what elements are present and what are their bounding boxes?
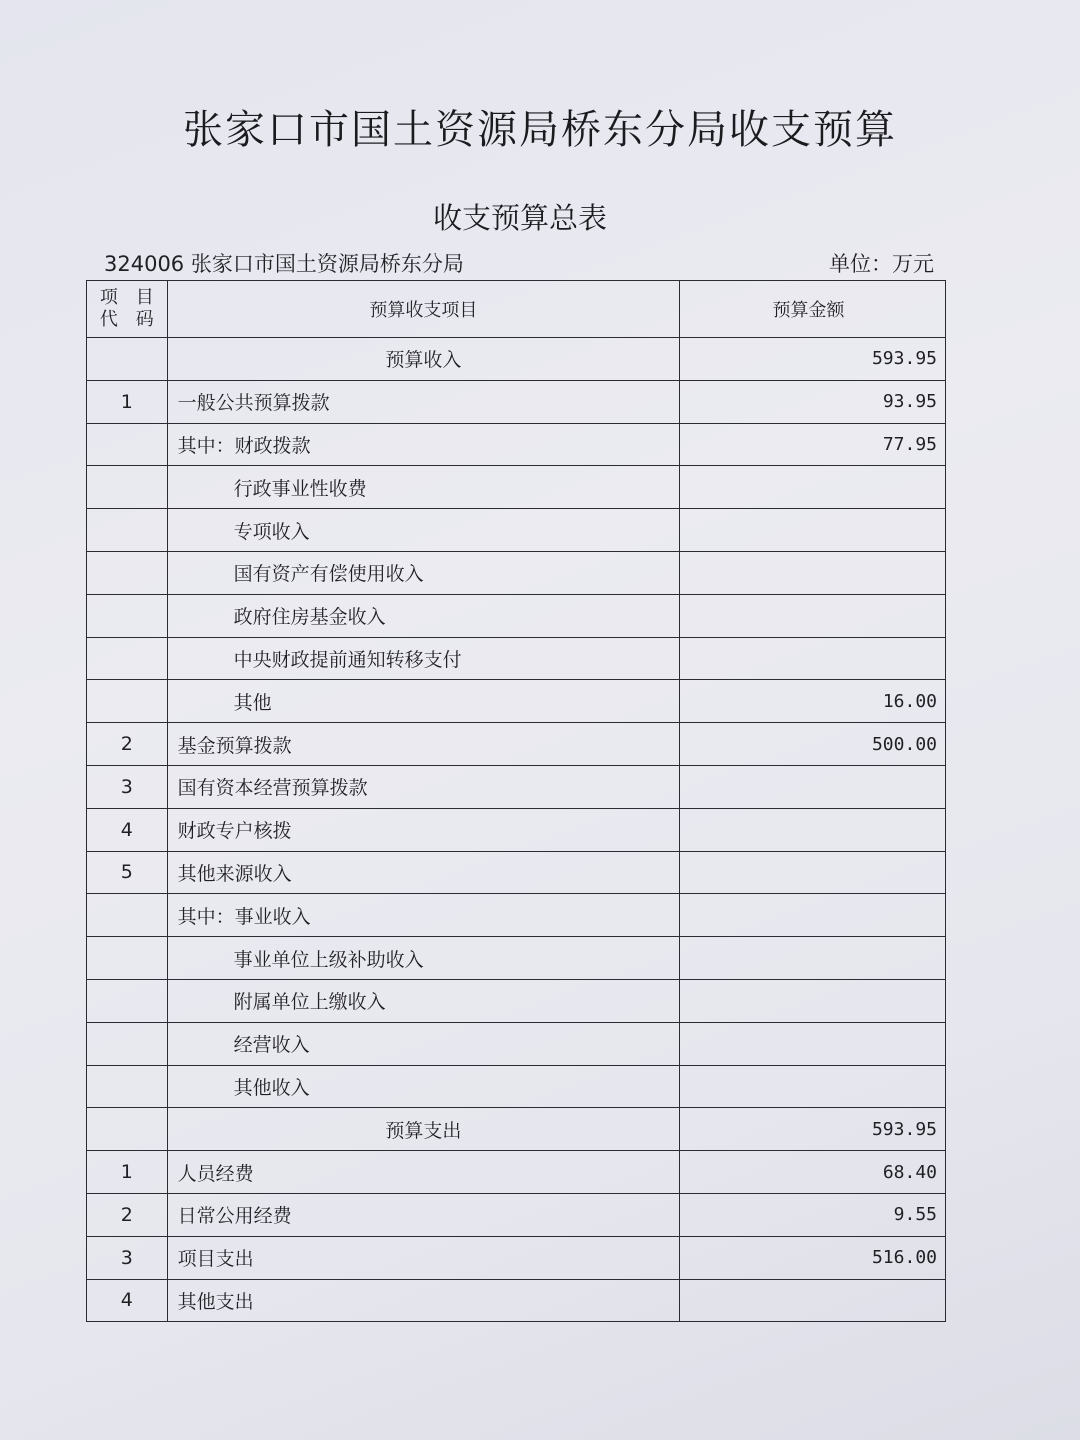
row-code [87, 594, 168, 637]
section-heading: 预算支出 [167, 1108, 679, 1151]
row-code: 4 [87, 1279, 168, 1322]
row-amount [680, 1279, 946, 1322]
table-row [87, 509, 946, 552]
row-code: 5 [87, 851, 168, 894]
row-amount [680, 466, 946, 509]
row-amount [680, 894, 946, 937]
row-code [87, 423, 168, 466]
row-amount: 500.00 [680, 723, 946, 766]
row-code: 3 [87, 1236, 168, 1279]
row-code [87, 551, 168, 594]
organization-line: 324006 张家口市国土资源局桥东分局 [104, 252, 464, 276]
row-code [87, 509, 168, 552]
table-row [87, 1022, 946, 1065]
row-amount [680, 594, 946, 637]
table-row [87, 1108, 946, 1151]
row-code [87, 1022, 168, 1065]
row-amount [680, 979, 946, 1022]
table-row [87, 594, 946, 637]
row-code [87, 937, 168, 980]
table-row [87, 637, 946, 680]
document-title: 张家口市国土资源局桥东分局收支预算 [183, 107, 897, 153]
row-amount [680, 1065, 946, 1108]
row-amount: 516.00 [680, 1236, 946, 1279]
budget-table [86, 280, 946, 1322]
row-code: 3 [87, 765, 168, 808]
row-code [87, 637, 168, 680]
row-item: 国有资产有偿使用收入 [167, 551, 679, 594]
unit-label: 单位：万元 [829, 252, 934, 276]
row-amount: 77.95 [680, 423, 946, 466]
row-amount: 593.95 [680, 338, 946, 381]
table-row [87, 1065, 946, 1108]
row-item: 财政专户核拨 [167, 808, 679, 851]
row-item: 人员经费 [167, 1151, 679, 1194]
row-code [87, 466, 168, 509]
row-item: 其中：事业收入 [167, 894, 679, 937]
row-item: 基金预算拨款 [167, 723, 679, 766]
row-amount [680, 1022, 946, 1065]
table-row [87, 979, 946, 1022]
table-row [87, 1236, 946, 1279]
header-item: 预算收支项目 [167, 281, 679, 338]
table-row [87, 894, 946, 937]
row-item: 专项收入 [167, 509, 679, 552]
row-item: 政府住房基金收入 [167, 594, 679, 637]
table-row [87, 808, 946, 851]
table-row [87, 380, 946, 423]
table-row [87, 551, 946, 594]
row-amount [680, 637, 946, 680]
table-row [87, 1151, 946, 1194]
row-amount [680, 808, 946, 851]
table-title: 收支预算总表 [432, 201, 607, 235]
row-code [87, 894, 168, 937]
row-amount [680, 551, 946, 594]
row-item: 国有资本经营预算拨款 [167, 765, 679, 808]
row-item: 其他支出 [167, 1279, 679, 1322]
table-row [87, 937, 946, 980]
row-code [87, 979, 168, 1022]
row-amount [680, 765, 946, 808]
row-amount: 68.40 [680, 1151, 946, 1194]
table-row [87, 466, 946, 509]
row-code [87, 1065, 168, 1108]
row-code: 1 [87, 1151, 168, 1194]
table-row [87, 423, 946, 466]
row-code [87, 338, 168, 381]
row-amount: 593.95 [680, 1108, 946, 1151]
row-item: 经营收入 [167, 1022, 679, 1065]
row-item: 附属单位上缴收入 [167, 979, 679, 1022]
row-item: 其他来源收入 [167, 851, 679, 894]
header-amount: 预算金额 [680, 281, 946, 338]
row-item: 中央财政提前通知转移支付 [167, 637, 679, 680]
row-code [87, 680, 168, 723]
table-header-row [87, 281, 946, 338]
header-code [87, 281, 168, 338]
row-item: 其中：财政拨款 [167, 423, 679, 466]
row-item: 一般公共预算拨款 [167, 380, 679, 423]
section-heading: 预算收入 [167, 338, 679, 381]
header-code-line1: 项 目 [99, 287, 154, 308]
table-row [87, 765, 946, 808]
table-row [87, 338, 946, 381]
row-code: 1 [87, 380, 168, 423]
row-amount: 9.55 [680, 1193, 946, 1236]
row-code: 4 [87, 808, 168, 851]
row-amount [680, 851, 946, 894]
row-amount [680, 509, 946, 552]
row-item: 日常公用经费 [167, 1193, 679, 1236]
table-row [87, 680, 946, 723]
table-body [87, 338, 946, 1322]
row-item: 行政事业性收费 [167, 466, 679, 509]
table-row [87, 851, 946, 894]
table-row [87, 723, 946, 766]
row-amount [680, 937, 946, 980]
row-amount: 16.00 [680, 680, 946, 723]
row-item: 其他 [167, 680, 679, 723]
table-row [87, 1193, 946, 1236]
table-row [87, 1279, 946, 1322]
row-item: 事业单位上级补助收入 [167, 937, 679, 980]
header-code-line2: 代 码 [99, 309, 154, 330]
row-code: 2 [87, 723, 168, 766]
row-item: 其他收入 [167, 1065, 679, 1108]
row-amount: 93.95 [680, 380, 946, 423]
row-code [87, 1108, 168, 1151]
row-item: 项目支出 [167, 1236, 679, 1279]
row-code: 2 [87, 1193, 168, 1236]
